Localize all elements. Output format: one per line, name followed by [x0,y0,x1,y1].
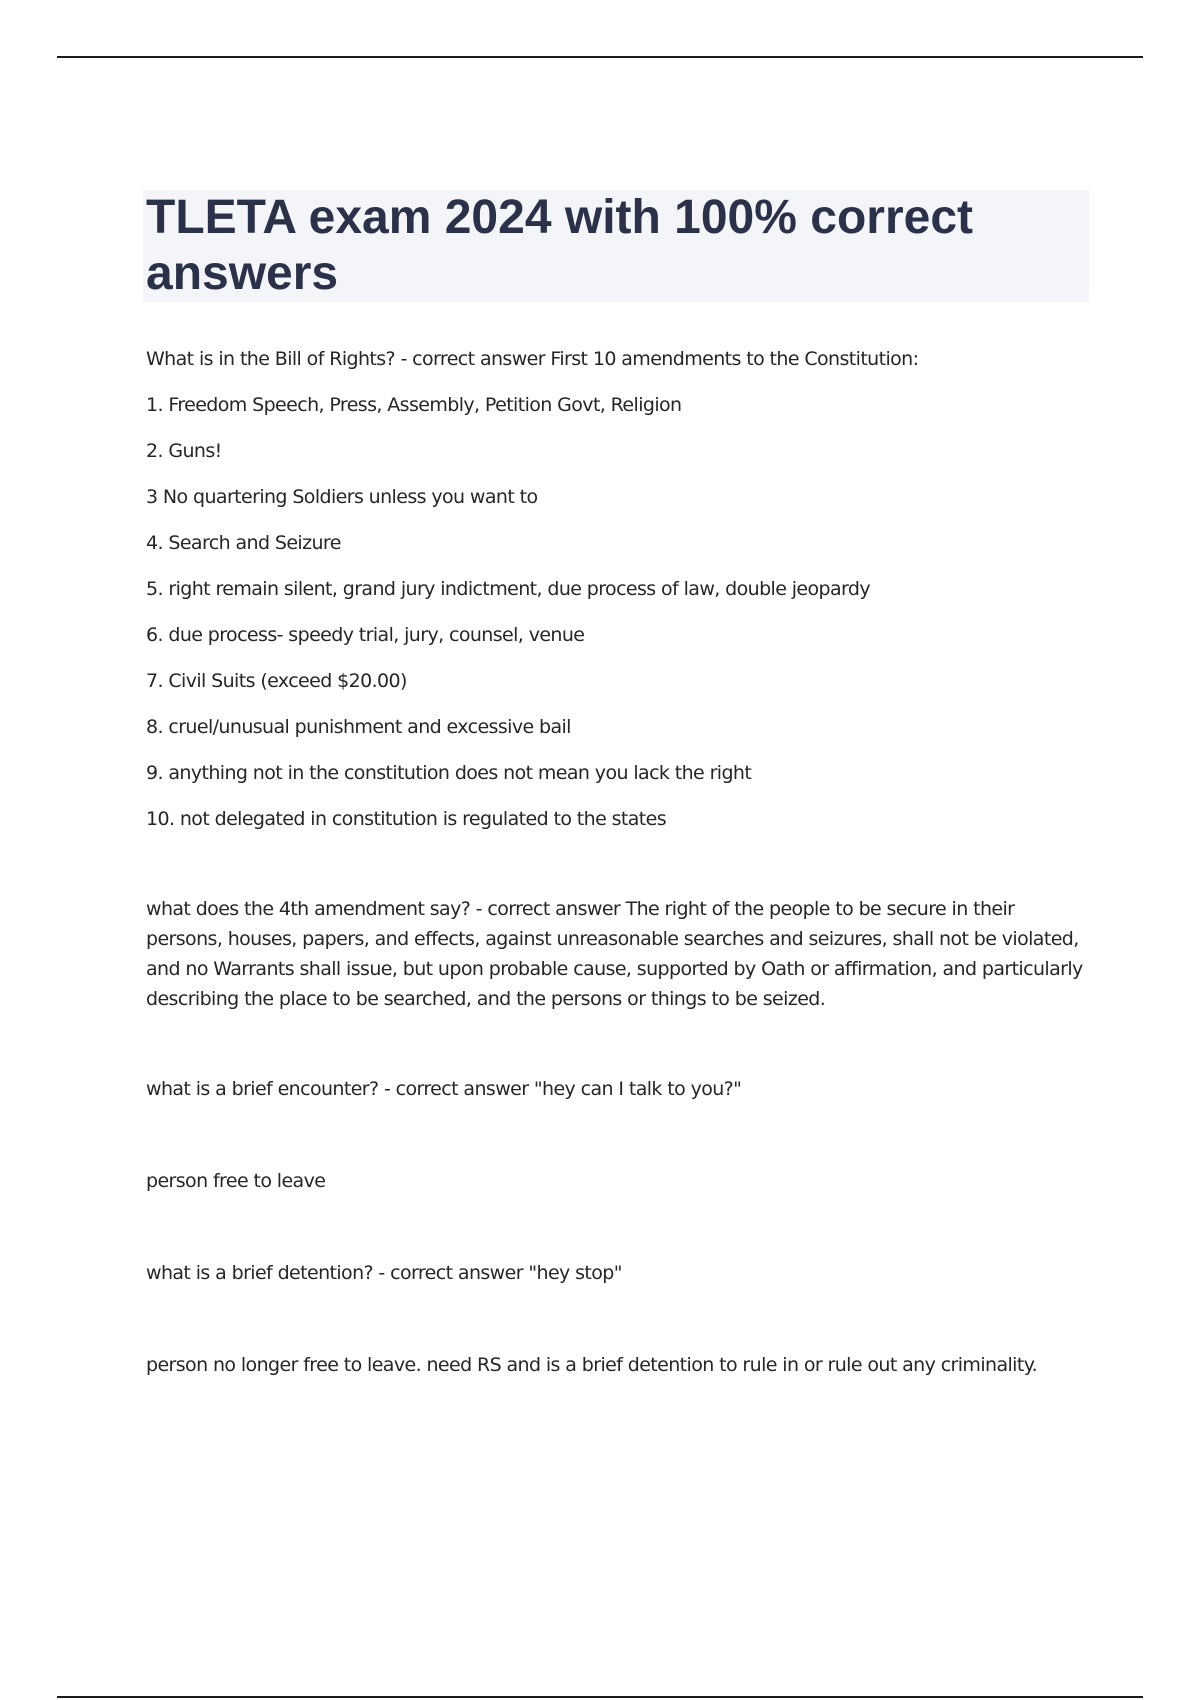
question-bill-of-rights: What is in the Bill of Rights? - correct answer First 10 amendments to the Constitution: [146,348,919,370]
list-item: 10. not delegated in constitution is regulated to the states [146,808,667,830]
document-body [146,344,1086,1380]
question-brief-detention: what is a brief detention? - correct answer "hey stop" [146,1262,622,1284]
question-brief-encounter: what is a brief encounter? - correct answer "hey can I talk to you?" [146,1078,742,1100]
document-title: TLETA exam 2024 with 100% correct answers [146,191,974,300]
list-item: 2. Guns! [146,440,222,462]
list-item: 1. Freedom Speech, Press, Assembly, Petition Govt, Religion [146,394,682,416]
top-rule [57,56,1143,58]
answer-note-detention: person no longer free to leave. need RS and is a brief detention to rule in or rule out any criminality. [146,1354,1038,1376]
list-item: 8. cruel/unusual punishment and excessive bail [146,716,571,738]
list-item: 5. right remain silent, grand jury indictment, due process of law, double jeopardy [146,578,871,600]
list-item: 3 No quartering Soldiers unless you want to [146,486,538,508]
question-4th-amendment: what does the 4th amendment say? - correct answer The right of the people to be secure in their persons, houses, papers, and effects, against unreasonable searches and seizures, shall not be violated, and no Warrants shall issue, but upon probable cause, supported by Oath or affirmation, and particularly describing the place to be searched, and the persons or things to be seized. [146,898,1083,1010]
list-item: 9. anything not in the constitution does not mean you lack the right [146,762,752,784]
list-item: 6. due process- speedy trial, jury, counsel, venue [146,624,585,646]
bottom-rule [57,1696,1143,1698]
answer-note-encounter: person free to leave [146,1170,326,1192]
list-item: 7. Civil Suits (exceed $20.00) [146,670,407,692]
amendments-list [146,390,1086,834]
list-item: 4. Search and Seizure [146,532,341,554]
